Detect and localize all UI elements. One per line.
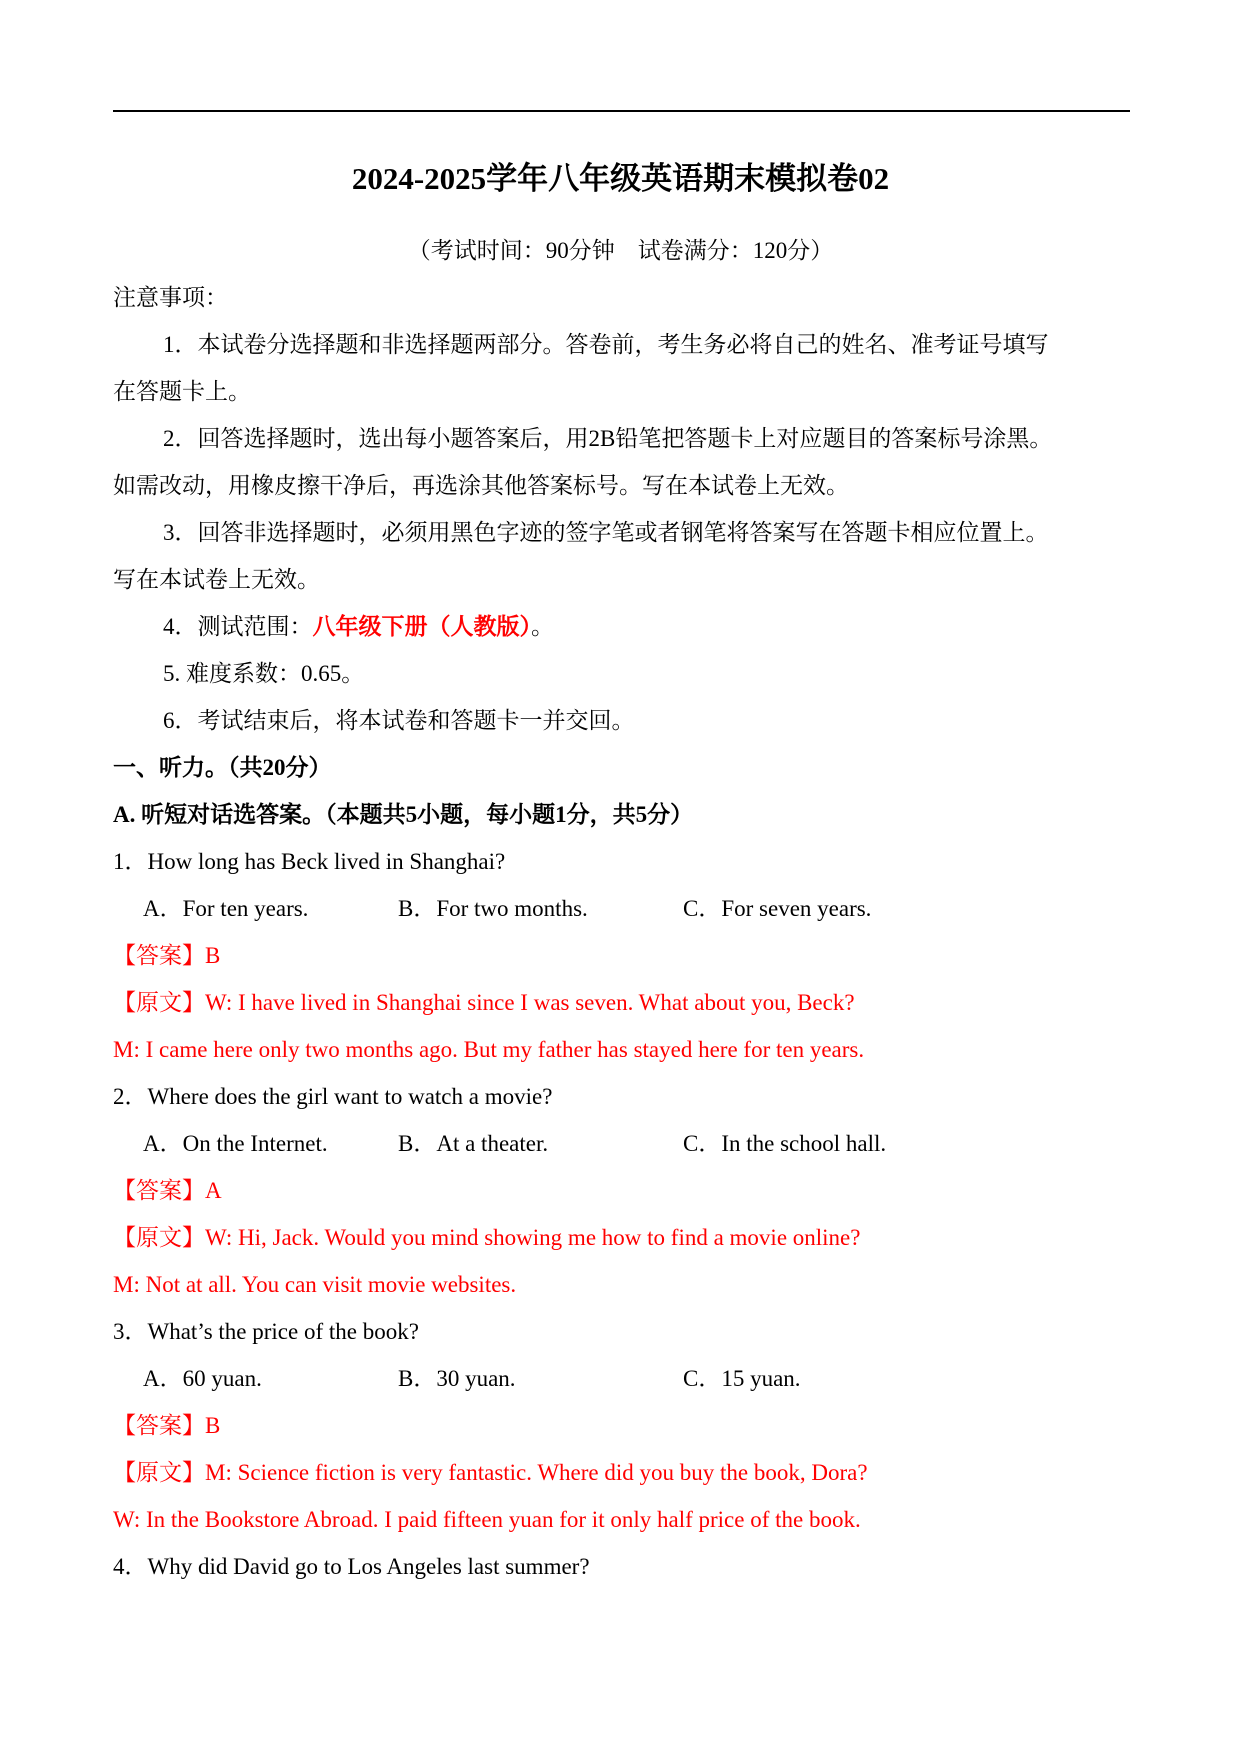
notice-item-5: 5. 难度系数：0.65。 — [163, 661, 365, 686]
transcript-line: W: In the Bookstore Abroad. I paid fifteen yuan for it only half price of the book. — [113, 1507, 861, 1532]
question-stem: 3．What’s the price of the book? — [113, 1319, 419, 1344]
page-title: 2024-2025学年八年级英语期末模拟卷02 — [351, 161, 890, 196]
transcript-line: M: I came here only two months ago. But my father has stayed here for ten years. — [113, 1037, 865, 1062]
transcript-line: M: Not at all. You can visit movie websites. — [113, 1272, 517, 1297]
header-rule — [113, 110, 1130, 112]
section-heading: 一、听力。（共20分） — [113, 755, 332, 780]
transcript-line: 【原文】M: Science fiction is very fantastic. Where did you buy the book, Dora? — [113, 1460, 868, 1485]
option-c: C．In the school hall. — [683, 1131, 887, 1156]
option-a: A．On the Internet. — [143, 1131, 328, 1156]
test-scope: 八年级下册（人教版） — [312, 614, 531, 639]
notice-item-1b: 在答题卡上。 — [113, 379, 251, 404]
notice-item-2b: 如需改动，用橡皮擦干净后，再选涂其他答案标号。写在本试卷上无效。 — [113, 473, 849, 498]
notice-item-4-suffix: 。 — [531, 614, 554, 639]
notice-item-6: 6．考试结束后，将本试卷和答题卡一并交回。 — [163, 708, 635, 733]
transcript-line: 【原文】W: Hi, Jack. Would you mind showing me how to find a movie online? — [113, 1225, 861, 1250]
answer-key: 【答案】A — [113, 1178, 222, 1203]
question-stem: 2．Where does the girl want to watch a movie? — [113, 1084, 553, 1109]
option-b: B．For two months. — [398, 896, 588, 921]
notice-item-2a: 2．回答选择题时，选出每小题答案后，用2B铅笔把答题卡上对应题目的答案标号涂黑。 — [163, 426, 1053, 451]
option-b: B．30 yuan. — [398, 1366, 516, 1391]
notice-item-4-prefix: 4．测试范围： — [163, 614, 313, 639]
notice-item-1a: 1．本试卷分选择题和非选择题两部分。答卷前，考生务必将自己的姓名、准考证号填写 — [163, 332, 1049, 357]
option-a: A．60 yuan. — [143, 1366, 262, 1391]
option-c: C．15 yuan. — [683, 1366, 801, 1391]
exam-info: （考试时间：90分钟 试卷满分：120分） — [407, 238, 834, 263]
answer-key: 【答案】B — [113, 1413, 221, 1438]
notice-item-3a: 3．回答非选择题时，必须用黑色字迹的签字笔或者钢笔将答案写在答题卡相应位置上。 — [163, 520, 1049, 545]
option-b: B．At a theater. — [398, 1131, 549, 1156]
transcript-line: 【原文】W: I have lived in Shanghai since I was seven. What about you, Beck? — [113, 990, 855, 1015]
question-stem: 4．Why did David go to Los Angeles last summer? — [113, 1554, 590, 1579]
notice-item-3b: 写在本试卷上无效。 — [113, 567, 320, 592]
option-a: A．For ten years. — [143, 896, 309, 921]
option-c: C．For seven years. — [683, 896, 872, 921]
answer-key: 【答案】B — [113, 943, 221, 968]
part-a-heading: A. 听短对话选答案。（本题共5小题，每小题1分，共5分） — [113, 802, 694, 827]
question-stem: 1．How long has Beck lived in Shanghai? — [113, 849, 506, 874]
notice-item-4 — [163, 612, 554, 642]
notice-heading: 注意事项： — [113, 285, 228, 310]
